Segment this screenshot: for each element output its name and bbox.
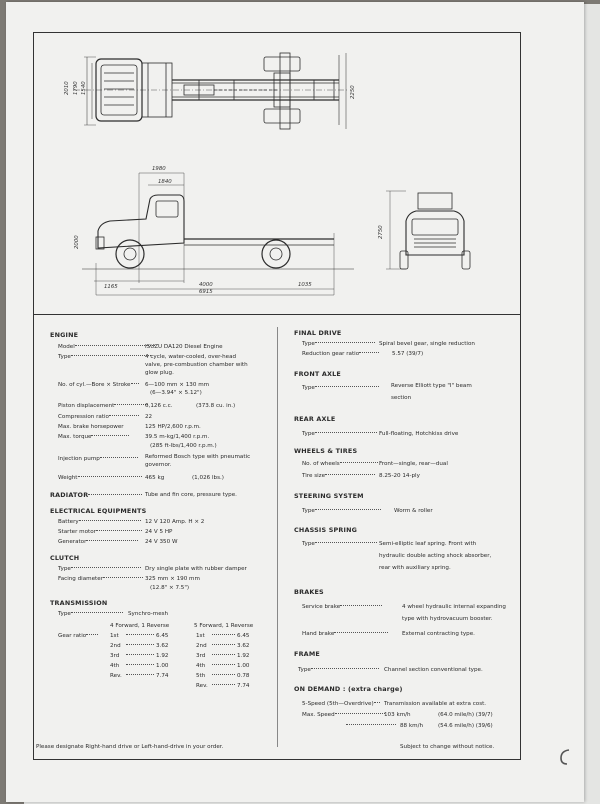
fd-type-row [302, 341, 375, 348]
engine-type-value: 4 cycle, water-cooled, over-head [145, 354, 237, 360]
engine-torque-value2: (285 ft-lbs/1,400 r.p.m.) [150, 443, 217, 449]
trans4-gear-1: 2nd [110, 643, 121, 649]
section-transmission: TRANSMISSION [50, 599, 108, 607]
wheels-label: No. of wheels [302, 461, 340, 467]
speed5-value: Transmission available at extra cost. [384, 701, 487, 707]
section-front-axle: FRONT AXLE [294, 370, 341, 378]
starter-value: 24 V 5 HP [145, 529, 173, 535]
engine-displacement-row [58, 403, 148, 410]
clutch-facing-value: 325 mm × 190 mm [145, 576, 200, 582]
tire-label: Tire size [302, 473, 326, 479]
trans5-gear-dots-1 [212, 643, 235, 650]
engine-type-row [58, 354, 151, 361]
clutch-facing-row [58, 576, 143, 583]
trans5-ratio-4: 0.78 [237, 673, 250, 679]
section-rear-axle: REAR AXLE [294, 415, 336, 423]
section-radiator: RADIATOR [50, 491, 89, 499]
engine-displacement-label: Piston displacement [58, 403, 115, 409]
battery-label: Battery [58, 519, 79, 525]
dim-top-r: 2250 [350, 85, 356, 99]
engine-model-value: ISUZU DA120 Diesel Engine [145, 344, 223, 350]
maxspeed2-row [346, 723, 396, 730]
section-on-demand: ON DEMAND : (extra charge) [294, 685, 403, 693]
trans4-gear-2: 3rd [110, 653, 120, 659]
maxspeed-value2: (64.0 mile/h) (39/7) [438, 712, 493, 718]
section-chassis-spring: CHASSIS SPRING [294, 526, 358, 534]
trans-type-label: Type [58, 611, 71, 617]
clutch-type-label: Type [58, 566, 71, 572]
trans4-gear-dots-2 [126, 653, 154, 660]
trans4-ratio-2: 1.92 [156, 653, 169, 659]
tire-value: 8.25-20 14-ply [379, 473, 420, 479]
trans-type-value: Synchro-mesh [128, 611, 169, 617]
trans4-ratio-0: 6.45 [156, 633, 169, 639]
trans5-ratio-5: 7.74 [237, 683, 250, 689]
speed5-row [302, 701, 380, 708]
steering-label: Type [302, 508, 315, 514]
hand-brake-label: Hand brake [302, 631, 335, 637]
front-view-drawing [386, 191, 470, 269]
hand-brake-row [302, 631, 388, 638]
steering-value: Worm & roller [394, 508, 433, 514]
trans-col1-title: 4 Forward, 1 Reverse [110, 623, 170, 629]
clutch-type-value: Dry single plate with rubber damper [145, 566, 247, 572]
trans4-gear-dots-1 [126, 643, 154, 650]
engine-compression-label: Compression ratio [58, 414, 109, 420]
trans5-ratio-2: 1.92 [237, 653, 250, 659]
trans5-ratio-3: 1.00 [237, 663, 250, 669]
section-divider [34, 314, 520, 315]
fd-type-label: Type [302, 341, 315, 347]
frame-label: Type [298, 667, 311, 673]
engine-type-label: Type [58, 354, 71, 360]
trans4-ratio-3: 1.00 [156, 663, 169, 669]
engine-weight-row [58, 475, 142, 482]
engine-compression-row [58, 414, 139, 421]
footer-right-note: Subject to change without notice. [400, 744, 495, 750]
frame-row [298, 667, 379, 674]
maxspeed-value: 103 km/h [384, 712, 411, 718]
service-brake-label: Service brake [302, 604, 341, 610]
spec-frame [33, 32, 521, 760]
hand-brake-value: External contracting type. [402, 631, 475, 637]
trans5-gear-dots-5 [212, 683, 235, 690]
speed5-label: 5-Speed (5th—Overdrive) [302, 701, 374, 707]
dim-side-c: 2000 [74, 235, 80, 249]
engine-displacement-value: 6,126 c.c. [145, 403, 173, 409]
fd-ratio-label: Reduction gear ratio [302, 351, 360, 357]
trans4-gear-0: 1st [110, 633, 119, 639]
trans5-gear-3: 4th [196, 663, 206, 669]
section-wheels: WHEELS & TIRES [294, 447, 358, 455]
dim-side-e: 4000 [199, 282, 213, 288]
trans4-gear-3: 4th [110, 663, 120, 669]
engine-bore-value: 6—100 mm × 130 mm [145, 382, 210, 388]
engine-weight-value: 465 kg [145, 475, 165, 481]
engine-compression-value: 22 [145, 414, 153, 420]
trans-ratio-row [58, 633, 98, 640]
engine-torque-value: 39.5 m-kg/1,400 r.p.m. [145, 434, 210, 440]
generator-row [58, 539, 138, 546]
trans4-ratio-1: 3.62 [156, 643, 169, 649]
generator-label: Generator [58, 539, 87, 545]
engine-injection-value2: governor. [145, 462, 172, 468]
dim-top-w2: 1790 [73, 81, 79, 95]
dim-side-d: 1165 [104, 284, 118, 290]
trans-col2-title: 5 Forward, 1 Reverse [194, 623, 254, 629]
spring-label: Type [302, 541, 315, 547]
trans5-gear-dots-0 [212, 633, 235, 640]
fd-ratio-row [302, 351, 379, 358]
service-brake-value: 4 wheel hydraulic internal expanding [402, 604, 506, 610]
trans5-ratio-0: 6.45 [237, 633, 250, 639]
tire-row [302, 473, 375, 480]
ra-type-value: Full-floating, Hotchkiss drive [379, 431, 459, 437]
engine-model-label: Model [58, 344, 75, 350]
dim-side-b: 1840 [158, 179, 172, 185]
trans5-gear-2: 3rd [196, 653, 206, 659]
trans4-gear-dots-0 [126, 633, 154, 640]
dim-front-h: 2750 [378, 225, 384, 239]
trans4-ratio-4: 7.74 [156, 673, 169, 679]
battery-row [58, 519, 141, 526]
side-view-drawing [82, 173, 354, 295]
section-engine: ENGINE [50, 331, 79, 339]
section-frame: FRAME [294, 650, 320, 658]
section-brakes: BRAKES [294, 588, 324, 596]
spring-row [302, 541, 377, 548]
dim-side-f: 1035 [298, 282, 312, 288]
paper-clip-icon [557, 747, 575, 767]
dim-side-a: 1980 [152, 166, 166, 172]
engine-torque-row [58, 434, 129, 441]
trans5-gear-dots-2 [212, 653, 235, 660]
wheels-row [302, 461, 378, 468]
engine-model-row [58, 344, 155, 351]
trans5-gear-0: 1st [196, 633, 205, 639]
dim-side-g: 6915 [199, 289, 213, 295]
service-brake-row [302, 604, 382, 611]
section-steering: STEERING SYSTEM [294, 492, 364, 500]
engine-weight-value2: (1,026 lbs.) [192, 475, 224, 481]
radiator-dots [88, 493, 142, 500]
maxspeed2-value: 88 km/h [400, 723, 424, 729]
trans5-gear-dots-4 [212, 673, 235, 680]
section-final-drive: FINAL DRIVE [294, 329, 342, 337]
spring-value: Semi-elliptic leaf spring. Front with [379, 541, 477, 547]
spec-sheet [6, 2, 584, 802]
fd-ratio-value: 5.57 (39/7) [392, 351, 424, 357]
trans5-gear-dots-3 [212, 663, 235, 670]
engine-injection-value: Reformed Bosch type with pneumatic [145, 454, 251, 460]
ra-type-label: Type [302, 431, 315, 437]
maxspeed2-value2: (54.6 mile/h) (39/6) [438, 723, 493, 729]
service-brake-value2: type with hydrovacuum booster. [402, 616, 493, 622]
fd-type-value: Spiral bevel gear, single reduction [379, 341, 475, 347]
trans4-gear-dots-3 [126, 663, 154, 670]
engine-displacement-value2: (373.8 cu. in.) [196, 403, 236, 409]
engine-injection-label: Injection pump [58, 456, 100, 462]
battery-value: 12 V 120 Amp. H × 2 [145, 519, 205, 525]
engine-bore-row [58, 382, 139, 389]
trans5-gear-4: 5th [196, 673, 206, 679]
fa-type-row [302, 385, 379, 392]
section-electrical: ELECTRICAL EQUIPMENTS [50, 507, 147, 515]
trans-type-row [58, 611, 123, 618]
wheels-value: Front—single, rear—dual [379, 461, 448, 467]
fa-type-value: Reverse Elliott type "I" beam [391, 383, 472, 389]
engine-torque-label: Max. torque [58, 434, 92, 440]
section-clutch: CLUTCH [50, 554, 80, 562]
engine-type-value2: valve, pre-combustion chamber with [145, 362, 248, 368]
dim-top-w1: 2010 [64, 81, 70, 95]
fa-type-value2: section [391, 395, 412, 401]
starter-label: Starter motor [58, 529, 96, 535]
engine-weight-label: Weight [58, 475, 78, 481]
spring-value3: rear with auxiliary spring. [379, 565, 451, 571]
generator-value: 24 V 350 W [145, 539, 178, 545]
trans4-gear-dots-4 [126, 673, 154, 680]
clutch-facing-value2: (12.8" × 7.5") [150, 585, 190, 591]
trans5-gear-5: Rev. [196, 683, 208, 689]
trans5-gear-1: 2nd [196, 643, 207, 649]
column-divider [277, 327, 278, 747]
maxspeed-row [302, 712, 385, 719]
trans5-ratio-1: 3.62 [237, 643, 250, 649]
trans4-gear-4: Rev. [110, 673, 122, 679]
spring-value2: hydraulic double acting shock absorber, [379, 553, 492, 559]
engine-bore-label: No. of cyl.—Bore × Stroke [58, 382, 131, 388]
ra-type-row [302, 431, 377, 438]
clutch-type-row [58, 566, 141, 573]
maxspeed-label: Max. Speed [302, 712, 335, 718]
chassis-drawings [34, 33, 520, 315]
trans-ratio-label: Gear ratio [58, 633, 87, 639]
engine-type-value3: glow plug. [145, 370, 174, 376]
footer-left-note: Please designate Right-hand drive or Left-hand-drive in your order. [36, 744, 224, 750]
engine-hp-value: 125 HP/2,600 r.p.m. [145, 424, 201, 430]
clutch-facing-label: Facing diameter [58, 576, 103, 582]
dim-top-w3: 1540 [81, 81, 87, 95]
engine-injection-row [58, 456, 138, 463]
steering-row [302, 508, 381, 515]
starter-row [58, 529, 142, 536]
fa-type-label: Type [302, 385, 315, 391]
engine-hp-label: Max. brake horsepower [58, 424, 124, 430]
engine-hp-row [58, 424, 124, 431]
frame-value: Channel section conventional type. [384, 667, 483, 673]
top-view-drawing [74, 53, 349, 129]
engine-bore-value2: (6—3.94" × 5.12") [150, 390, 202, 396]
radiator-value: Tube and fin core, pressure type. [145, 492, 237, 498]
